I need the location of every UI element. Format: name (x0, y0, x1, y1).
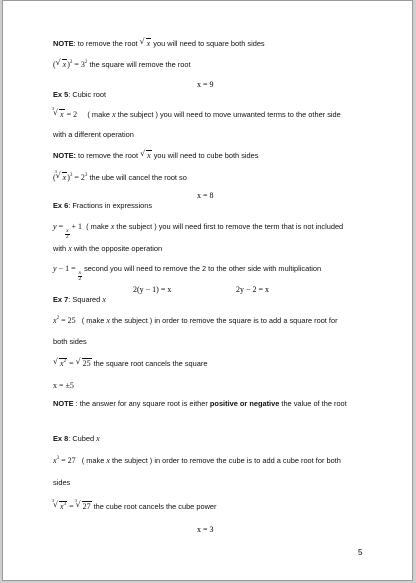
example-8-heading (53, 434, 100, 443)
note-label: NOTE (53, 399, 74, 408)
text: : Squared (68, 295, 103, 304)
example-label: Ex 6 (53, 201, 69, 210)
equation-line-2 (53, 60, 191, 69)
text: ( make (86, 222, 111, 231)
text: the subject ) in order to remove the cube is to add a cube root for both (109, 456, 341, 465)
note-label: NOTE (53, 39, 74, 48)
text: you will need to cube both sides (151, 151, 259, 160)
example-label: Ex 5 (53, 90, 69, 99)
text: the square will remove the root (87, 60, 191, 69)
text: with the opposite operation (71, 244, 163, 253)
example-6-heading (53, 201, 152, 210)
math: = 2 (66, 110, 78, 119)
note-line-1 (53, 39, 265, 48)
equation-line-13 (53, 264, 321, 282)
equation-line-16 (53, 316, 338, 325)
equation-line-5 (52, 106, 341, 119)
text: you will need to square both sides (151, 39, 265, 48)
example-7-heading (53, 295, 106, 304)
var: x (106, 456, 110, 465)
note-label: NOTE: (53, 151, 76, 160)
math: x = ±5 (53, 381, 74, 390)
var: x (112, 110, 116, 119)
math-expression: (√ $x)^2 = 3^2$ (53, 60, 87, 69)
equation-line-11 (53, 222, 343, 240)
text: with (53, 244, 69, 253)
equation-2y-1: 2(y − 1) = x (133, 285, 172, 294)
math: = 27 (61, 456, 76, 465)
equation-line-18 (53, 359, 207, 368)
equation-2y-2: 2y − 2 = x (236, 285, 270, 294)
math-expression: y = $\frac{x}{2}$ + 1 (53, 222, 83, 240)
continuation-line-12 (53, 244, 162, 253)
cube-root-x: √ 3 x (53, 110, 65, 119)
example-5-heading (53, 90, 106, 99)
math-expression: y − 1 = $\frac{x}{2}$ (53, 264, 82, 282)
text: ( make (81, 316, 107, 325)
text: the ube will cancel the root so (87, 173, 187, 182)
text: second you will need to remove the 2 to the other side with multiplication (82, 264, 322, 273)
emphasis: positive or negative (209, 399, 280, 408)
continuation-line-23: sides (53, 478, 71, 487)
page-number: 5 (358, 548, 363, 557)
continuation-line-6: with a different operation (53, 130, 134, 139)
text: the value of the root (279, 399, 347, 408)
math: = 25 (61, 316, 76, 325)
result-x-9: x = 9 (197, 80, 214, 89)
example-label: Ex 7 (53, 295, 69, 304)
text: : the answer for any square root is either (73, 399, 210, 408)
equation-line-8 (53, 169, 187, 182)
sqrt-x: √ x (140, 151, 152, 160)
result-x-8: x = 8 (197, 191, 214, 200)
equation-line-22 (53, 456, 341, 465)
example-label: Ex 8 (53, 434, 69, 443)
var: x (96, 434, 100, 443)
sqrt-x: √ x (140, 39, 152, 48)
math-expression: $x^2$ (53, 316, 60, 325)
math-expression: √ 3 $x^3$ = √ 3 27 (53, 502, 92, 511)
text: : Fractions in expressions (68, 201, 153, 210)
note-line-7 (53, 151, 258, 160)
var: x (106, 316, 110, 325)
note-line-20 (53, 399, 347, 408)
text: the cube root cancels the cube power (91, 502, 217, 511)
text: ( make (87, 110, 113, 119)
equation-line-19 (53, 381, 74, 390)
result-x-3: x = 3 (197, 525, 214, 534)
text: the subject ) you will need first to remove the term that is not included (114, 222, 344, 231)
document-page (2, 0, 413, 581)
continuation-line-17: both sides (53, 337, 87, 346)
var: x (110, 222, 115, 231)
text: the subject ) in order to remove the square is to add a square root for (109, 316, 338, 325)
text: : to remove the root (73, 39, 140, 48)
math-expression: $x^3$ (53, 456, 60, 465)
text: the square root cancels the square (91, 359, 208, 368)
text: : Cubed (68, 434, 97, 443)
var: x (102, 295, 106, 304)
text: ( make (81, 456, 107, 465)
text: the subject ) you will need to move unwanted terms to the other side (115, 110, 341, 119)
math-expression: ( √ 3 $x)^3 = 2^3$ (53, 173, 87, 182)
math-expression: √ $x^2$ = √ 25 (53, 359, 92, 368)
var: x (68, 244, 72, 253)
text: to remove the root (76, 151, 141, 160)
equation-line-24 (52, 498, 217, 511)
text: : Cubic root (68, 90, 107, 99)
